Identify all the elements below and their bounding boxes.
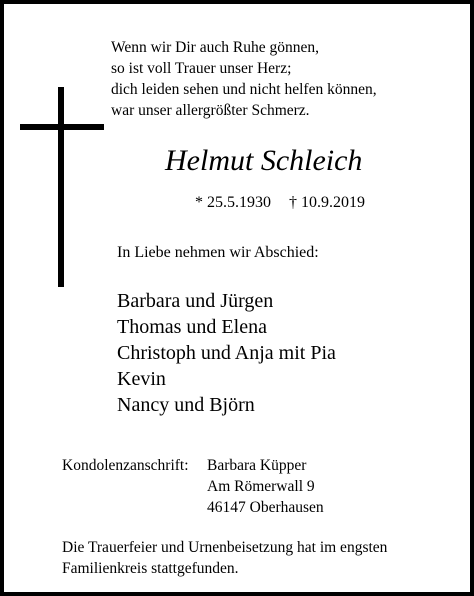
poem-line: dich leiden sehen und nicht helfen können, <box>111 81 377 98</box>
family-list <box>117 288 336 418</box>
deceased-name: Helmut Schleich <box>165 144 363 177</box>
poem-line: Wenn wir Dir auch Ruhe gönnen, <box>111 39 319 56</box>
life-dates <box>195 194 365 212</box>
cross-vertical-bar <box>58 87 64 287</box>
condolence-address <box>207 455 324 518</box>
family-member: Thomas und Elena <box>117 316 267 338</box>
family-member: Kevin <box>117 368 166 390</box>
family-member: Barbara und Jürgen <box>117 290 274 312</box>
birth-date: * 25.5.1930 <box>195 194 271 211</box>
address-line: Barbara Küpper <box>207 457 307 474</box>
family-member: Nancy und Björn <box>117 394 255 416</box>
notice-line: Familienkreis stattgefunden. <box>62 560 239 577</box>
ceremony-notice <box>62 537 387 579</box>
death-date: † 10.9.2019 <box>289 194 365 211</box>
poem <box>111 37 377 121</box>
farewell-text: In Liebe nehmen wir Abschied: <box>117 244 319 261</box>
cross-horizontal-bar <box>20 124 104 130</box>
cross-icon <box>20 87 104 287</box>
condolence-label: Kondolenzanschrift: <box>62 457 189 474</box>
address-line: Am Römerwall 9 <box>207 478 315 495</box>
poem-line: so ist voll Trauer unser Herz; <box>111 60 292 77</box>
poem-line: war unser allergrößter Schmerz. <box>111 102 310 119</box>
address-line: 46147 Oberhausen <box>207 499 324 516</box>
family-member: Christoph und Anja mit Pia <box>117 342 336 364</box>
notice-line: Die Trauerfeier und Urnenbeisetzung hat im engsten <box>62 539 388 556</box>
